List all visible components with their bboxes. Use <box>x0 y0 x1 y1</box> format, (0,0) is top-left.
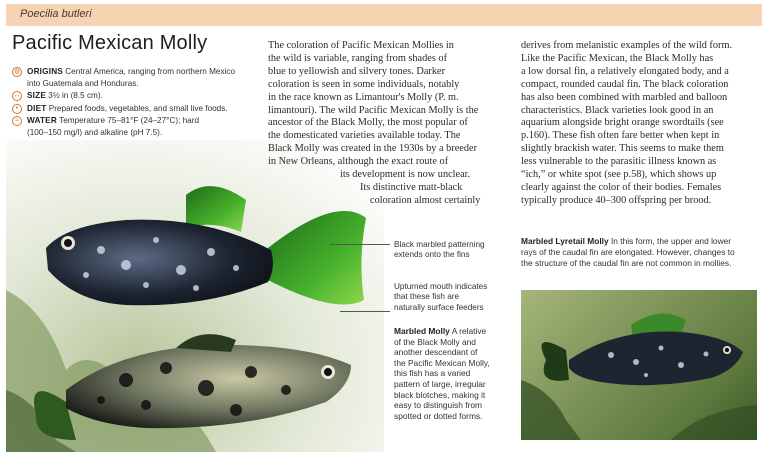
caption-line: black blotches, making it <box>394 389 486 400</box>
body-line: The coloration of Pacific Mexican Mollies in <box>268 40 454 51</box>
body-text-column-2 <box>521 40 757 208</box>
body-line: the wild is variable, ranging from shades of <box>268 52 448 64</box>
body-line: its development is now unclear. <box>340 169 471 181</box>
caption-line: the structure of the caudal fin are not common in mollies. <box>521 257 732 268</box>
caption-line: extends onto the fins <box>394 250 470 260</box>
caption-title: Marbled Lyretail Molly <box>521 236 609 246</box>
caption-line: rays of the caudal fin are elongated. However, changes to <box>521 246 735 257</box>
mouth-caption <box>394 282 512 313</box>
caption-line: A relative <box>451 326 487 336</box>
fact-label: WATER <box>27 116 57 126</box>
fact-text: into Guatemala and Honduras. <box>27 78 139 88</box>
leader-line <box>340 311 390 312</box>
body-line: limantouri). The wild Pacific Mexican Molly is the <box>268 104 479 116</box>
caption-line: another descendant of <box>394 347 478 358</box>
fact-water <box>12 115 260 138</box>
caption-line: pattern of large, irregular <box>394 378 486 389</box>
water-icon: ≈ <box>12 116 22 126</box>
body-line: ancestor of the Black Molly, the most popular of <box>268 117 468 129</box>
body-line: aquarium alongside bright orange swordtails (see <box>521 117 724 129</box>
fact-diet <box>12 103 260 115</box>
body-line: Black Molly was created in the 1930s by a breeder <box>268 143 478 155</box>
caption-line: naturally surface feeders <box>394 302 484 312</box>
body-line: Like the Pacific Mexican, the Black Molly has <box>521 52 714 64</box>
body-line: has also been combined with marbled and balloon <box>521 91 728 103</box>
fact-text: (100–150 mg/l) and alkaline (pH 7.5). <box>27 127 163 137</box>
body-line: blue to yellowish and silvery tones. Darker <box>268 65 446 77</box>
caption-line: that these fish are <box>394 292 460 302</box>
body-line: typically produce 40–300 offspring per brood. <box>521 194 712 206</box>
fact-label: DIET <box>27 103 47 113</box>
species-name: Poecilia butleri <box>20 8 92 20</box>
body-line: less vulnerable to the parasitic illness known as <box>521 156 717 168</box>
body-line: in the race known as Limantour's Molly (P. m. <box>268 91 459 103</box>
caption-line: easy to distinguish from <box>394 400 482 411</box>
body-line: derives from melanistic examples of the wild form. <box>521 40 733 51</box>
fact-label: SIZE <box>27 91 46 101</box>
caption-line: spotted or dotted forms. <box>394 410 483 421</box>
species-header-band <box>6 4 762 26</box>
caption-line: this fish has a varied <box>394 368 471 379</box>
fact-text: 3½ in (8.5 cm). <box>48 91 103 101</box>
lyretail-caption <box>521 236 761 268</box>
fact-label: ORIGINS <box>27 67 63 76</box>
marbled-molly-caption <box>394 326 512 421</box>
leader-line <box>330 244 390 245</box>
body-line: coloration is seen in some individuals, notably <box>268 78 460 90</box>
caption-line: the Pacific Mexican Molly, <box>394 357 490 368</box>
fact-text: Temperature 75–81°F (24–27°C); hard <box>59 116 200 126</box>
body-line: “ich,” or white spot (see p.58), which shows up <box>521 169 717 181</box>
fact-text: Central America, ranging from northern Mexico <box>65 67 235 76</box>
caption-line: In this form, the upper and lower <box>610 236 732 246</box>
body-line: clearly against the color of their bodies. Females <box>521 181 722 193</box>
lyretail-molly-photo <box>521 290 757 440</box>
caption-line: Black marbled patterning <box>394 240 485 249</box>
body-line: characteristics. Black varieties look good in an <box>521 104 714 116</box>
body-line: coloration almost certainly <box>370 194 481 206</box>
globe-icon: ◍ <box>13 68 21 75</box>
fact-text: Prepared foods, vegetables, and small live foods. <box>48 103 228 113</box>
caption-line: of the Black Molly and <box>394 336 476 347</box>
caption-title: Marbled Molly <box>394 326 450 336</box>
body-line: p.160). These fish often fare better when kept in <box>521 130 720 142</box>
fact-origins <box>12 66 260 89</box>
body-line: in New Orleans, although the exact route of <box>268 156 449 168</box>
body-line: compact, rounded caudal fin. The black coloration <box>521 78 729 90</box>
body-line: Its distinctive matt-black <box>360 181 463 193</box>
page-title: Pacific Mexican Molly <box>12 32 208 54</box>
fact-size <box>12 90 260 102</box>
caption-line: Upturned mouth indicates <box>394 282 488 291</box>
diet-icon: • <box>12 104 22 114</box>
size-icon: ↔ <box>13 92 21 100</box>
body-line: a low dorsal fin, a relatively elongated body, and a <box>521 65 729 77</box>
body-line: slightly brackish water. This seems to make them <box>521 143 724 155</box>
body-line: the domesticated varieties available today. The <box>268 130 461 142</box>
patterning-caption <box>394 240 512 261</box>
body-text-column-1 <box>268 40 511 208</box>
